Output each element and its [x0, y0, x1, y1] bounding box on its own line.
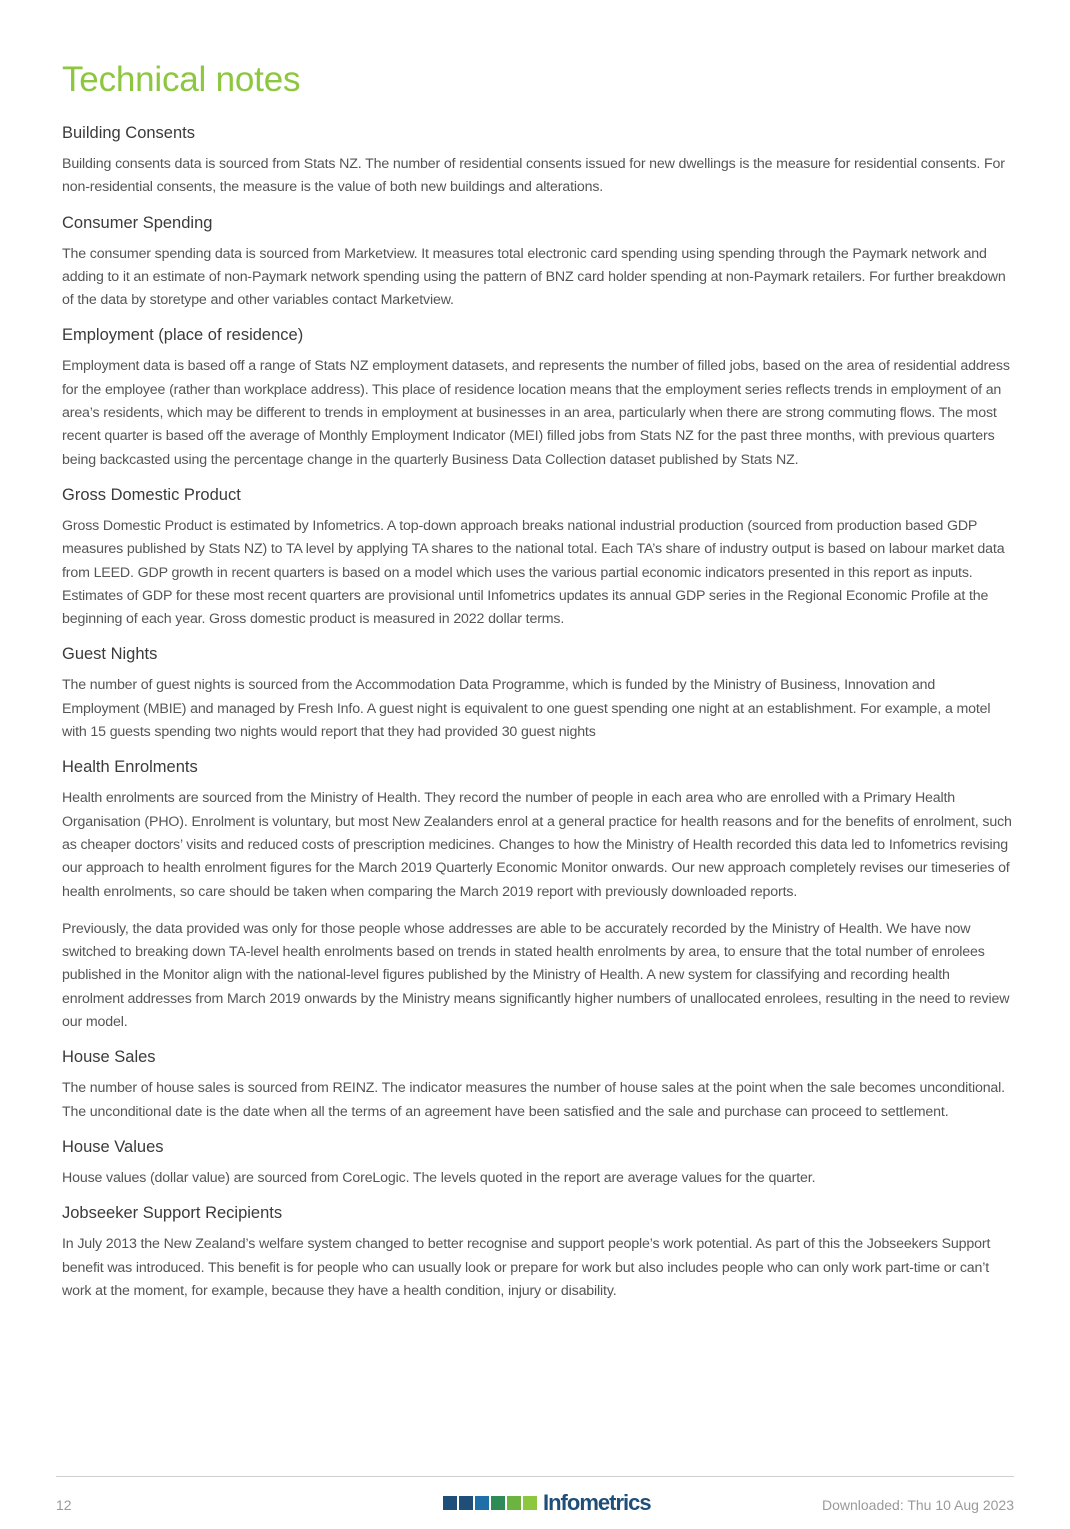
logo-square — [475, 1496, 489, 1510]
downloaded-date: Downloaded: Thu 10 Aug 2023 — [821, 1497, 1014, 1513]
section-heading: Jobseeker Support Recipients — [62, 1204, 283, 1223]
section-heading: House Sales — [62, 1048, 156, 1067]
section-heading: House Values — [62, 1137, 164, 1156]
section-heading: Guest Nights — [62, 645, 158, 664]
section-paragraph: Health enrolments are sourced from the Ministry of Health. They record the number of people in each area who are enrolled with a Primary Health Organisation (PHO). Enrolment is voluntary, but most New Zealanders enrol at a general practice for health reasons and for the benefits of enrolment, such as cheaper doctors’ visits and reduced costs of prescription medicines. Changes to how the Ministry of Health recorded this data led to Infometrics revising our approach to health enrolment figures for the March 2019 Quarterly Economic Monitor onwards. Our new approach completely revises our timeseries of health enrolments, so care should be taken when comparing the March 2019 report with previously downloaded reports. — [62, 790, 1012, 900]
section-house-sales — [62, 1048, 1012, 1124]
section-paragraph: The number of house sales is sourced from REINZ. The indicator measures the number of house sales at the point when the sale becomes unconditional. The unconditional date is the date when all the terms of an agreement have been satisfied and the sale and purchase can proceed to settlement. — [62, 1080, 1005, 1120]
section-paragraph: Building consents data is sourced from Stats NZ. The number of residential consents issued for new dwellings is the measure for residential consents. For non-residential consents, the measure is the value of both new buildings and alterations. — [62, 156, 1005, 196]
logo-square — [491, 1496, 505, 1510]
section-consumer-spending — [62, 214, 1012, 313]
section-paragraph: Gross Domestic Product is estimated by Infometrics. A top-down approach breaks national industrial production (sourced from production based GDP measures published by Stats NZ) to TA level by applying TA shares to the national total. Each TA’s share of industry output is based on labour market data from LEED. GDP growth in recent quarters is based on a model which uses the various partial economic indicators presented in this report as inputs. Estimates of GDP for these most recent quarters are provisional until Infometrics updates its annual GDP series in the Regional Economic Profile at the beginning of each year. Gross domestic product is measured in 2022 dollar terms. — [62, 517, 1005, 628]
section-guest-nights — [62, 645, 1012, 744]
section-heading: Health Enrolments — [62, 758, 198, 777]
section-paragraph: House values (dollar value) are sourced from CoreLogic. The levels quoted in the report are average values for the quarter. — [62, 1169, 816, 1186]
logo-square — [459, 1496, 473, 1510]
section-paragraph: Previously, the data provided was only for those people whose addresses are able to be accurately recorded by the Ministry of Health. We have now switched to breaking down TA-level health enrolments based on trends in stated health enrolments by area, to ensure that the total number of enrolees published in the Monitor align with the national-level figures published by the Ministry of Health. A new system for classifying and recording health enrolment addresses from March 2019 onwards by the Ministry means significantly higher numbers of unallocated enrolees, resulting in the need to review our model. — [62, 920, 1010, 1031]
section-paragraph: The consumer spending data is sourced from Marketview. It measures total electronic card spending using spending through the Paymark network and adding to it an estimate of non-Paymark network spending using the pattern of BNZ card holder spending at non-Paymark retailers. For further breakdown of the data by storetype and other variables contact Marketview. — [62, 245, 1006, 309]
logo-square — [443, 1496, 457, 1510]
document-page — [62, 60, 1012, 1317]
section-building-consents — [62, 124, 1012, 200]
section-heading: Employment (place of residence) — [62, 326, 304, 345]
logo-square — [523, 1496, 537, 1510]
section-health-enrolments — [62, 758, 1012, 1034]
infometrics-logo-squares-icon — [443, 1496, 537, 1510]
section-jobseeker-support — [62, 1204, 1012, 1303]
section-gdp — [62, 486, 1012, 631]
section-paragraph: In July 2013 the New Zealand’s welfare system changed to better recognise and support people’s work potential. As part of this the Jobseekers Support benefit was introduced. This benefit is for people who can usually look or prepare for work but also includes people who can only work part-time or can’t work at the moment, for example, because they have a health condition, injury or disability. — [62, 1236, 991, 1299]
footer-divider — [56, 1476, 1014, 1477]
section-heading: Gross Domestic Product — [62, 485, 241, 504]
section-heading: Consumer Spending — [62, 213, 213, 232]
logo-wordmark: Infometrics — [543, 1490, 651, 1515]
page-title: Technical notes — [62, 60, 301, 99]
infometrics-logo — [443, 1490, 651, 1516]
section-employment — [62, 326, 1012, 471]
page-number: 12 — [56, 1497, 72, 1513]
section-paragraph: The number of guest nights is sourced from the Accommodation Data Programme, which is funded by the Ministry of Business, Innovation and Employment (MBIE) and managed by Fresh Info. A guest night is equivalent to one guest spending one night at an establishment. For example, a motel with 15 guests spending two nights would report that they had provided 30 guest nights — [62, 677, 991, 741]
logo-square — [507, 1496, 521, 1510]
section-heading: Building Consents — [62, 124, 195, 142]
section-house-values — [62, 1138, 1012, 1190]
section-paragraph: Employment data is based off a range of Stats NZ employment datasets, and represents the number of filled jobs, based on the area of residential address for the employee (rather than workplace address). This place of residence location means that the employment series reflects trends in employment of an area’s residents, which may be different to trends in employment at businesses in an area, particularly when there are strong commuting flows. The most recent quarter is based off the average of Monthly Employment Indicator (MEI) filled jobs from Stats NZ for the past three months, with previous quarters being backcasted using the percentage change in the quarterly Business Data Collection dataset published by Stats NZ. — [62, 358, 1010, 468]
